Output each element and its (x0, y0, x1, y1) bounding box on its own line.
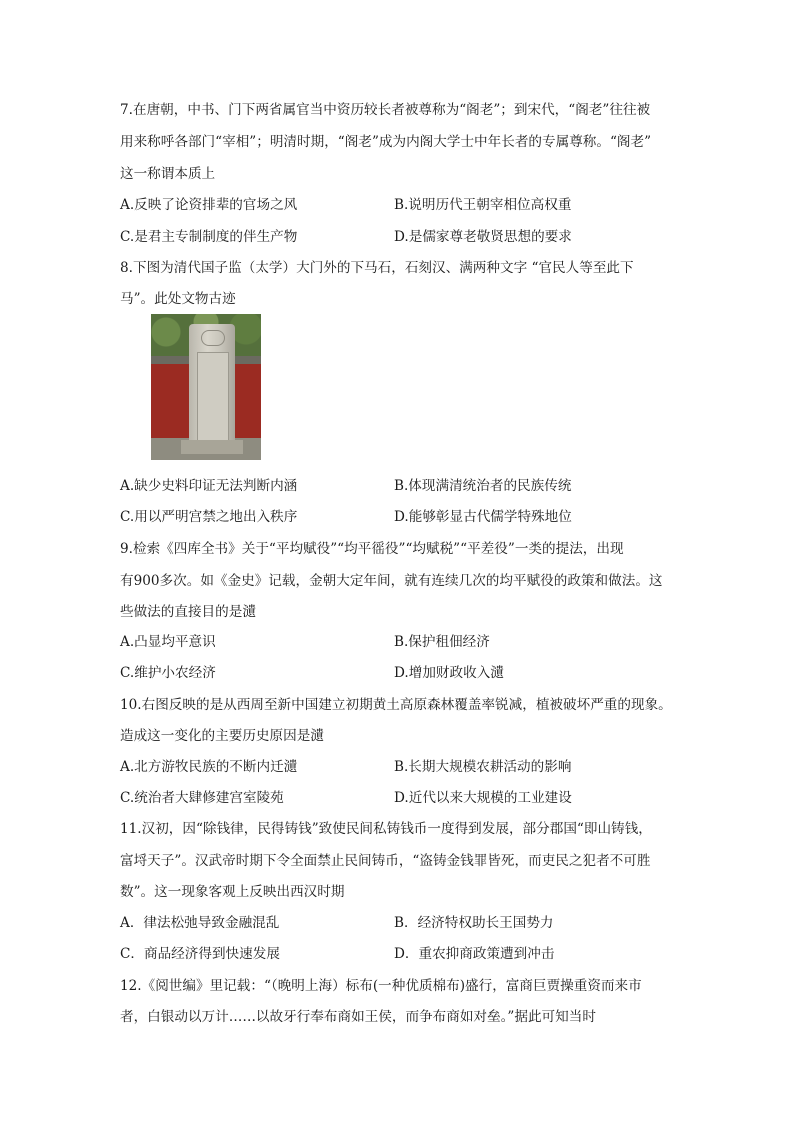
q9-line-2: 有900多次。如《金史》记载，金朝大定年间，就有连续几次的均平赋役的政策和做法。这 (120, 573, 663, 589)
q11-line-2: 富埒天子”。汉武帝时期下令全面禁止民间铸币，“盗铸金钱罪皆死，而吏民之犯者不可胜 (120, 853, 651, 869)
q8-line-1: 8.下图为清代国子监（太学）大门外的下马石，石刻汉、满两种文字 “官民人等至此下 (120, 260, 634, 276)
dismount-stone-photo (151, 314, 261, 460)
q7-option-b: B.说明历代王朝宰相位高权重 (394, 197, 572, 213)
q11-option-d: D．重农抑商政策遭到冲击 (394, 946, 555, 962)
q11-option-a: A．律法松弛导致金融混乱 (120, 915, 280, 931)
q9-option-b: B.保护租佃经济 (394, 634, 490, 650)
q7-line-2: 用来称呼各部门“宰相”；明清时期，“阁老”成为内阁大学士中年长者的专属尊称。“阁老” (120, 134, 652, 150)
q9-option-d: D.增加财政收入瀢 (394, 665, 504, 681)
q9-line-1: 9.检索《四库全书》关于“平均赋役”“均平徭役”“均赋税”“平差役”一类的提法，出现 (120, 541, 624, 557)
q11-line-3: 数”。这一现象客观上反映出西汉时期 (120, 884, 345, 900)
q9-option-c: C.维护小农经济 (120, 665, 216, 681)
q9-line-3: 些做法的直接目的是瀢 (120, 604, 256, 620)
q11-option-c: C．商品经济得到快速发展 (120, 946, 280, 962)
q12-line-2: 者，白银动以万计……以故牙行奉布商如王侯，而争布商如对垒。”据此可知当时 (120, 1009, 596, 1025)
q10-line-2: 造成这一变化的主要历史原因是瀢 (120, 728, 324, 744)
q12-line-1: 12.《阅世编》里记载：“（晚明上海）标布(一种优质棉布)盛行，富商巨贾操重资而来市 (120, 978, 642, 994)
q10-option-b: B.长期大规模农耕活动的影响 (394, 759, 572, 775)
q10-option-c: C.统治者大肆修建宫室陵苑 (120, 790, 284, 806)
q7-option-a: A.反映了论资排辈的官场之风 (120, 197, 298, 213)
q7-line-1: 7.在唐朝，中书、门下两省属官当中资历较长者被尊称为“阁老”；到宋代，“阁老”往往被 (120, 102, 651, 118)
q7-option-c: C.是君主专制制度的伴生产物 (120, 229, 298, 245)
q10-option-a: A.北方游牧民族的不断内迁瀢 (120, 759, 298, 775)
q9-option-a: A.凸显均平意识 (120, 634, 216, 650)
q11-line-1: 11.汉初，因“除钱律，民得铸钱”致使民间私铸钱币一度得到发展，部分郡国“即山铸钱， (120, 821, 652, 837)
q10-option-d: D.近代以来大规模的工业建设 (394, 790, 572, 806)
q8-option-c: C.用以严明宫禁之地出入秩序 (120, 509, 298, 525)
q8-line-2: 马”。此处文物古迹 (120, 291, 236, 307)
q8-option-b: B.体现满清统治者的民族传统 (394, 478, 572, 494)
q8-option-d: D.能够彰显古代儒学特殊地位 (394, 509, 572, 525)
q8-option-a: A.缺少史料印证无法判断内涵 (120, 478, 298, 494)
q7-option-d: D.是儒家尊老敬贤思想的要求 (394, 229, 572, 245)
q7-line-3: 这一称谓本质上 (120, 166, 216, 182)
q10-line-1: 10.右图反映的是从西周至新中国建立初期黄土高原森林覆盖率锐减，植被破坏严重的现象。 (120, 697, 672, 713)
q11-option-b: B．经济特权助长王国势力 (394, 915, 554, 931)
